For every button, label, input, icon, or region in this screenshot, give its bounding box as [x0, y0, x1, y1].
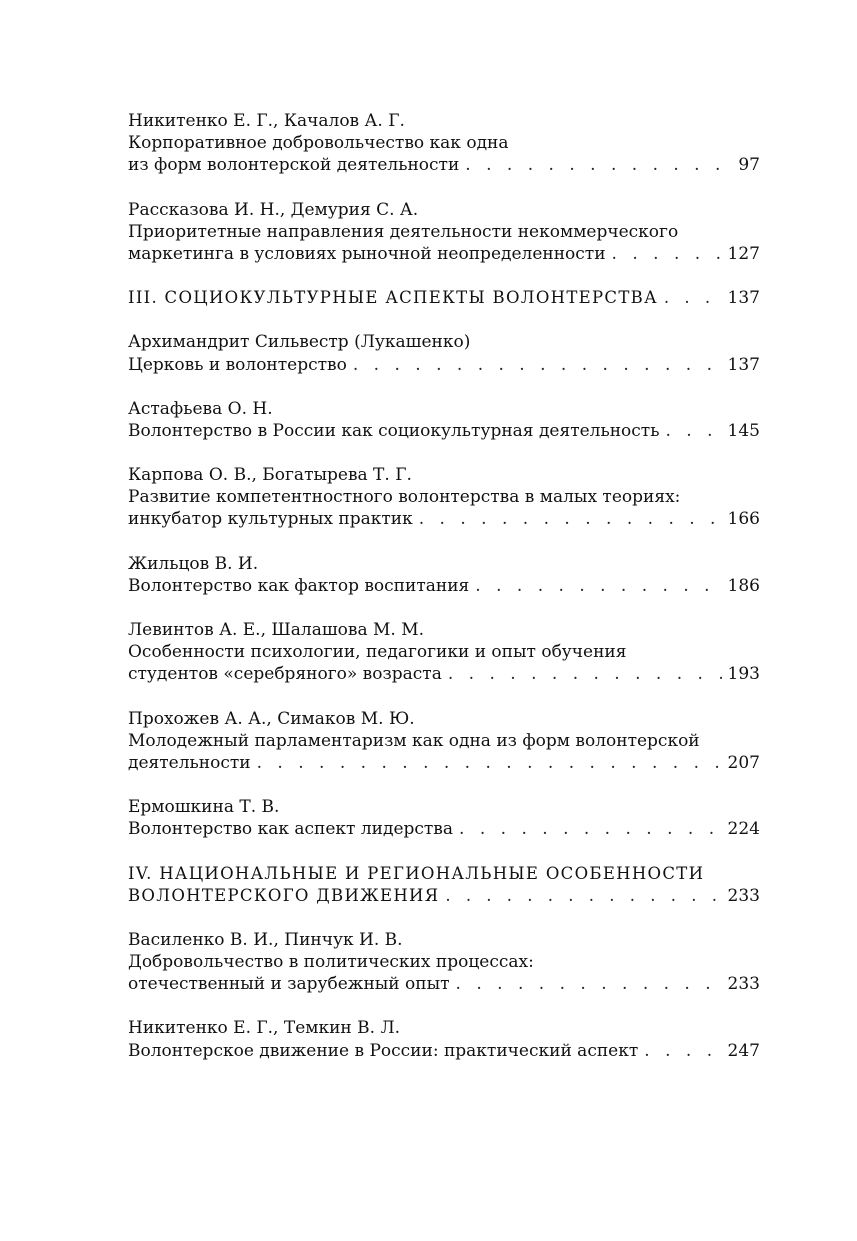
page-number: 186 [727, 575, 760, 596]
section-title-line: IV. НАЦИОНАЛЬНЫЕ И РЕГИОНАЛЬНЫЕ ОСОБЕННОСТИ [128, 863, 705, 883]
entry-authors: Никитенко Е. Г., Темкин В. Л. [128, 1018, 401, 1039]
entry-leader-line [128, 287, 760, 309]
entry-title-line: студентов «серебряного» возраста [128, 664, 442, 685]
toc-entry [128, 708, 760, 775]
entry-leader-line [128, 575, 760, 597]
entry-title-line: Волонтерство в России как социокультурная деятельность [128, 420, 660, 441]
page-number: 145 [727, 420, 760, 441]
entry-leader-line [128, 243, 760, 265]
entry-leader-line [128, 663, 760, 685]
dot-leader [453, 818, 722, 840]
dot-leader [442, 663, 722, 685]
toc-entry [128, 553, 760, 597]
entry-title-line: Волонтерское движение в России: практический аспект [128, 1040, 639, 1061]
dot-leader [413, 508, 722, 530]
toc-entry [128, 331, 760, 375]
toc-entry [128, 110, 760, 177]
toc-entry [128, 199, 760, 266]
entry-title-line: Особенности психологии, педагогики и опыт обучения [128, 642, 627, 663]
entry-leader-line [128, 973, 760, 995]
dot-leader [459, 154, 732, 176]
toc-entry [128, 1017, 760, 1061]
page-number: 193 [727, 664, 760, 685]
entry-title-line: Волонтерство как аспект лидерства [128, 819, 454, 840]
entry-title-line: Развитие компетентностного волонтерства в малых теориях: [128, 487, 681, 508]
entry-authors: Архимандрит Сильвестр (Лукашенко) [128, 332, 471, 353]
entry-authors: Жильцов В. И. [128, 553, 259, 574]
entry-authors: Левинтов А. Е., Шалашова М. М. [128, 620, 425, 640]
entry-leader-line [128, 885, 760, 907]
page-number: 233 [727, 885, 760, 906]
entry-title-line: Волонтерство как фактор воспитания [128, 575, 470, 596]
entry-title-line: Приоритетные направления деятельности некоммерческого [128, 221, 679, 242]
entry-authors: Никитенко Е. Г., Качалов А. Г. [128, 111, 405, 131]
entry-authors: Астафьева О. Н. [128, 398, 273, 419]
toc-section-heading [128, 863, 760, 907]
section-title-line: ВОЛОНТЕРСКОГО ДВИЖЕНИЯ [128, 885, 440, 905]
section-title-line: III. СОЦИОКУЛЬТУРНЫЕ АСПЕКТЫ ВОЛОНТЕРСТВА [128, 288, 658, 308]
page-number: 137 [727, 288, 760, 309]
entry-leader-line [128, 1040, 760, 1062]
entry-leader-line [128, 420, 760, 442]
dot-leader [469, 575, 721, 597]
toc-section-heading [128, 287, 760, 309]
entry-leader-line [128, 752, 760, 774]
entry-title-line: Молодежный парламентаризм как одна из форм волонтерской [128, 730, 700, 751]
toc-entry [128, 929, 760, 996]
page-number: 127 [727, 243, 760, 264]
page-number: 224 [727, 819, 760, 840]
entry-authors: Ермошкина Т. В. [128, 797, 280, 818]
entry-title-line: Церковь и волонтерство [128, 354, 347, 375]
page-number: 97 [738, 155, 760, 176]
dot-leader [638, 1040, 721, 1062]
page-number: 207 [727, 752, 760, 773]
entry-authors: Рассказова И. Н., Демурия С. А. [128, 199, 419, 220]
entry-authors: Василенко В. И., Пинчук И. В. [128, 929, 403, 950]
dot-leader [450, 973, 722, 995]
entry-title-line: отечественный и зарубежный опыт [128, 974, 450, 995]
toc-entry [128, 619, 760, 686]
entry-authors: Карпова О. В., Богатырева Т. Г. [128, 465, 412, 486]
page-number: 247 [727, 1040, 760, 1061]
entry-leader-line [128, 818, 760, 840]
entry-leader-line [128, 508, 760, 530]
dot-leader [251, 752, 722, 774]
table-of-contents [128, 110, 760, 1084]
dot-leader [439, 885, 721, 907]
page-number: 233 [727, 974, 760, 995]
toc-entry [128, 398, 760, 442]
entry-leader-line [128, 354, 760, 376]
entry-title-line: маркетинга в условиях рыночной неопределенности [128, 243, 606, 264]
dot-leader [658, 287, 722, 309]
entry-leader-line [128, 154, 760, 176]
entry-title-line: деятельности [128, 752, 251, 773]
entry-title-line: Корпоративное добровольчество как одна [128, 133, 509, 154]
page-number: 166 [727, 509, 760, 530]
dot-leader [659, 420, 721, 442]
toc-entry [128, 464, 760, 531]
entry-authors: Прохожев А. А., Симаков М. Ю. [128, 708, 415, 729]
dot-leader [606, 243, 722, 265]
entry-title-line: инкубатор культурных практик [128, 509, 413, 530]
dot-leader [347, 354, 722, 376]
entry-title-line: Добровольчество в политических процессах: [128, 952, 534, 973]
page-number: 137 [727, 354, 760, 375]
toc-entry [128, 796, 760, 840]
entry-title-line: из форм волонтерской деятельности [128, 155, 460, 176]
